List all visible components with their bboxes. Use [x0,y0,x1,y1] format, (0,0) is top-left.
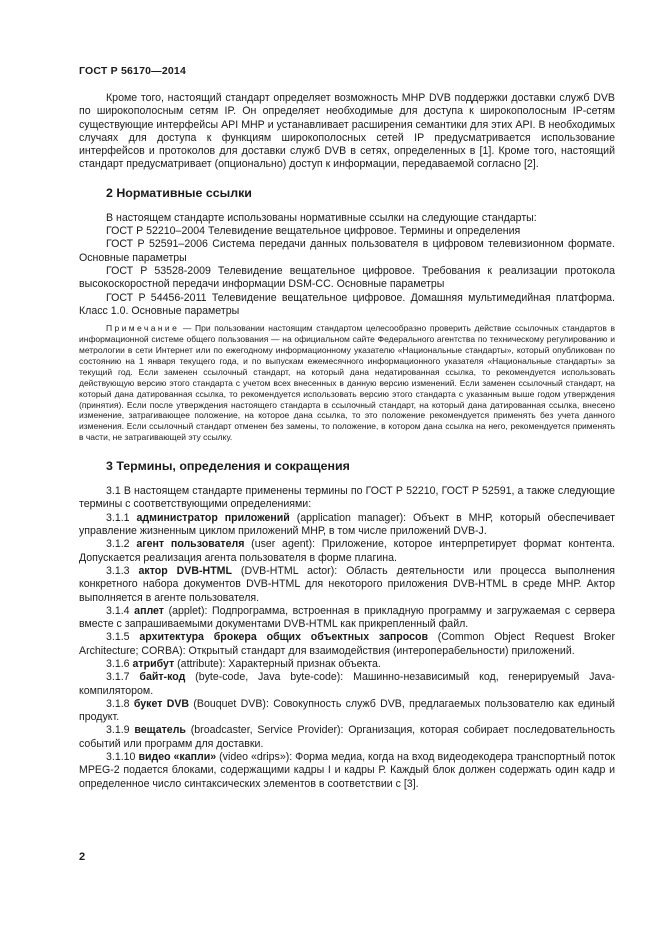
term-entry [79,565,615,605]
section-2-heading: 2 Нормативные ссылки [106,185,252,200]
term-name: видео «капли» [138,751,217,764]
term-name: актор DVB-HTML [138,564,232,577]
term-definition: (Common Object Request Broker Architecture; CORBA): Открытый стандарт для взаимодействия (интероперабельности) приложений. [79,631,615,657]
term-name: администратор приложений [136,511,290,524]
reference-note [79,323,615,443]
term-name: архитектура брокера общих объектных запросов [139,631,428,644]
reference-item: ГОСТ Р 52210–2004 Телевидение вещательное цифровое. Термины и определения [106,225,521,238]
term-name: агент пользователя [136,538,245,551]
page-content [79,92,615,791]
term-entry [79,631,615,658]
document-header: ГОСТ Р 56170—2014 [79,65,187,77]
term-entry [79,605,615,632]
term-number: 3.1.7 [106,671,130,684]
term-definition: (video «drips»): Форма медиа, когда на вход видеодекодера транспортный поток MPEG-2 подается блоками, содержащими кадры I и кадры Р. Каждый блок должен содержать один кадр и определенное число синтаксических элементов в соответствии с [3]. [79,751,615,790]
term-name: вещатель [134,724,186,737]
term-definition: (applet): Подпрограмма, встроенная в прикладную программу и загружаемая с сервера вместе с запрашиваемыми документами DVB-HTML как прикрепленный файл. [79,604,616,631]
term-entry [79,538,615,565]
term-entry [79,671,615,698]
term-number: 3.1.1 [106,511,130,524]
term-definition: (DVB-HTML actor): Область деятельности или процесса выполнения конкретного набора документов DVB-HTML для некоторого приложения DVB-HTML в среде МНР. Актор выполняется в агенте пользователя. [79,564,615,604]
term-definition: (broadcaster, Service Provider): Организация, которая собирает последовательность событий или программ для доставки. [79,724,615,750]
note-text: — При пользовании настоящим стандартом целесообразно проверить действие ссылочных стандартов в информационной системе общего пользования — на официальном сайте Федерального агентства по техническому регулированию и метрологии в сети Интернет или по ежегодному информационному указателю «Национальные стандарты», который опубликован по состоянию на 1 января текущего года, и по выпускам ежемесячного информационного указателя «Национальные стандарты» за текущий год. Если заменен ссылочный стандарт, на который дана недатированная ссылка, то рекомендуется использовать действующую версию этого стандарта с учетом всех внесенных в данную версию изменений. Если заменен ссылочный стандарт, на который дана датированная ссылка, то рекомендуется использовать версию этого стандарта с указанным выше годом утверждения (принятия). Если после утверждения настоящего стандарта в ссылочный стандарт, на который дана датированная ссылка, внесено изменение, затрагивающее положение, на которое дана ссылка, то это положение рекомендуется применять без учета данного изменения. Если ссылочный стандарт отменен без замены, то положение, в котором дана ссылка на него, рекомендуется применять в части, не затрагивающей эту ссылку. [79,323,615,443]
term-definition: (byte-code, Java byte-code): Машинно-независимый код, генерируемый Java-компилятором. [79,671,615,697]
note-label: Примечание [106,323,180,334]
term-number: 3.1.4 [106,604,130,617]
term-definition: (user agent): Приложение, которое интерпретирует формат контента. Допускается реализация агента пользователя в форме плагина. [79,538,615,564]
term-number: 3.1.10 [106,751,136,764]
term-definition: (Bouquet DVB): Совокупность служб DVB, предлагаемых пользователю как единый продукт. [79,697,615,724]
term-number: 3.1.5 [106,631,130,644]
term-name: атрибут [132,657,175,670]
page-number: 2 [79,851,86,863]
term-name: аплет [134,604,164,617]
term-definition: (attribute): Характерный признак объекта. [174,657,381,670]
term-number: 3.1.3 [106,564,130,577]
term-number: 3.1.9 [106,724,130,737]
term-name: байт-код [139,671,186,684]
section-3-heading: 3 Термины, определения и сокращения [106,459,350,474]
term-entry [79,698,615,725]
reference-item: ГОСТ Р 53528-2009 Телевидение вещательное цифровое. Требования к реализации протокола высокоскоростной передачи информации DSM-CC. Основные параметры [79,264,615,291]
term-entry [79,724,615,751]
term-definition: (application manager): Объект в МНР, который обеспечивает управление жизненным циклом приложений МНР, в том числе приложений DVB-J. [79,511,615,538]
term-name: букет DVB [133,697,190,710]
term-entry [79,751,615,791]
intro-paragraph: Кроме того, настоящий стандарт определяет возможность МНР DVB поддержки доставки служб DVB по широкополосным сетям IP. Он определяет необходимые для доступа к широкополосным IP-сетям существующие интерфейсы API МНР и устанавливает расширения семантики для этих API. В необходимых случаях для доступа к функциям широкополосных сетей IP предусматривается использование интерфейсов и протоколов для доставки служб DVB в сетях, определенных в [1]. Кроме того, настоящий стандарт предусматривает (опционально) доступ к информации, передаваемой согласно [2]. [79,92,615,171]
section-3-lead: 3.1 В настоящем стандарте применены термины по ГОСТ Р 52210, ГОСТ Р 52591, а также следующие термины с соответствующими определениями: [79,485,615,511]
section-2-lead: В настоящем стандарте использованы нормативные ссылки на следующие стандарты: [106,211,537,224]
term-number: 3.1.2 [106,538,130,551]
term-entry [79,658,615,671]
term-number: 3.1.8 [106,697,130,710]
reference-item: ГОСТ Р 52591–2006 Система передачи данных пользователя в цифровом телевизионном формате. Основные параметры [79,238,615,264]
reference-item: ГОСТ Р 54456-2011 Телевидение вещательное цифровое. Домашняя мультимедийная платформа. Класс 1.0. Основные параметры [79,291,615,317]
term-number: 3.1.6 [106,657,130,670]
term-entry [79,512,615,539]
